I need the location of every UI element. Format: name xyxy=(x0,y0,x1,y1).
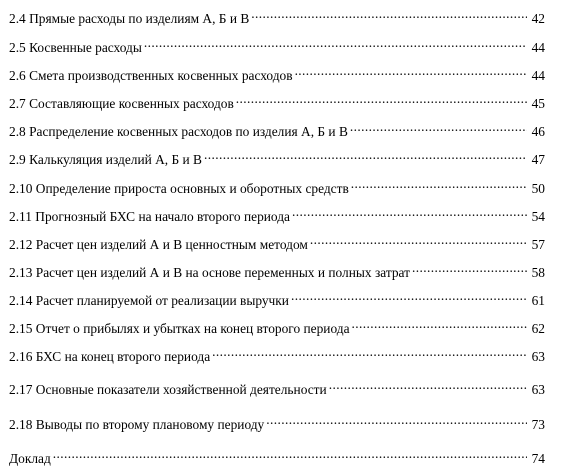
toc-entry[interactable] xyxy=(9,445,545,466)
toc-entry[interactable] xyxy=(9,287,545,308)
dot-leader xyxy=(329,376,527,394)
toc-entry-title: 2.11 Прогнозный БХС на начало второго периода xyxy=(9,209,290,224)
toc-entry-page: 62 xyxy=(531,321,545,336)
toc-entry-title: 2.9 Калькуляция изделий А, Б и В xyxy=(9,152,202,167)
toc-entry-title: 2.17 Основные показатели хозяйственной деятельности xyxy=(9,382,327,397)
toc-entry-title: 2.15 Отчет о прибылях и убытках на конец второго периода xyxy=(9,321,350,336)
toc-entry[interactable] xyxy=(9,343,545,364)
toc-entry[interactable] xyxy=(9,146,545,167)
toc-entry-title: 2.4 Прямые расходы по изделиям А, Б и В xyxy=(9,11,250,26)
dot-leader xyxy=(295,62,527,80)
toc-entry[interactable] xyxy=(9,259,545,280)
toc-entry[interactable] xyxy=(9,62,545,83)
dot-leader xyxy=(412,259,527,277)
toc-entry-page: 47 xyxy=(531,152,545,167)
toc-entry-title: 2.16 БХС на конец второго периода xyxy=(9,349,211,364)
toc-entry[interactable] xyxy=(9,5,545,26)
dot-leader xyxy=(144,34,527,52)
toc-entry[interactable] xyxy=(9,376,545,397)
dot-leader xyxy=(236,90,527,108)
dot-leader xyxy=(292,203,527,221)
dot-leader xyxy=(251,5,527,23)
dot-leader xyxy=(266,411,527,429)
dot-leader xyxy=(352,315,527,333)
toc-entry-page: 44 xyxy=(531,40,545,55)
toc-entry-page: 63 xyxy=(531,349,545,364)
toc-entry-title: 2.18 Выводы по второму плановому периоду xyxy=(9,417,265,432)
toc-entry[interactable] xyxy=(9,34,545,55)
toc-entry-title: 2.6 Смета производственных косвенных расходов xyxy=(9,68,293,83)
toc-entry-page: 57 xyxy=(531,237,545,252)
toc-entry-page: 46 xyxy=(531,124,545,139)
toc-entry-page: 44 xyxy=(531,68,545,83)
toc-entry-title: 2.13 Расчет цен изделий А и В на основе переменных и полных затрат xyxy=(9,265,410,280)
toc-entry-page: 45 xyxy=(531,96,545,111)
toc-entry-title: 2.5 Косвенные расходы xyxy=(9,40,142,55)
toc-entry-page: 74 xyxy=(531,451,545,466)
toc-entry-title: 2.7 Составляющие косвенных расходов xyxy=(9,96,234,111)
dot-leader xyxy=(212,343,527,361)
dot-leader xyxy=(310,231,527,249)
dot-leader xyxy=(204,146,527,164)
dot-leader xyxy=(351,175,527,193)
toc-entry-title: 2.14 Расчет планируемой от реализации выручки xyxy=(9,293,289,308)
toc-entry-title: Доклад xyxy=(9,451,51,466)
toc-entry-page: 61 xyxy=(531,293,545,308)
toc-entry-title: 2.10 Определение прироста основных и оборотных средств xyxy=(9,181,349,196)
toc-entry-page: 42 xyxy=(531,11,545,26)
toc-entry[interactable] xyxy=(9,203,545,224)
toc-entry-title: 2.12 Расчет цен изделий А и В ценностным методом xyxy=(9,237,308,252)
toc-entry[interactable] xyxy=(9,175,545,196)
dot-leader xyxy=(53,445,527,463)
toc-entry-page: 73 xyxy=(531,417,545,432)
toc-entry-page: 63 xyxy=(531,382,545,397)
dot-leader xyxy=(350,118,527,136)
toc-entry[interactable] xyxy=(9,411,545,432)
toc-entry-title: 2.8 Распределение косвенных расходов по изделия А, Б и В xyxy=(9,124,348,139)
toc-entry[interactable] xyxy=(9,231,545,252)
toc-entry[interactable] xyxy=(9,118,545,139)
toc-entry-page: 58 xyxy=(531,265,545,280)
toc-entry[interactable] xyxy=(9,90,545,111)
toc-entry-page: 54 xyxy=(531,209,545,224)
toc-entry[interactable] xyxy=(9,315,545,336)
dot-leader xyxy=(291,287,527,305)
toc-entry-page: 50 xyxy=(531,181,545,196)
